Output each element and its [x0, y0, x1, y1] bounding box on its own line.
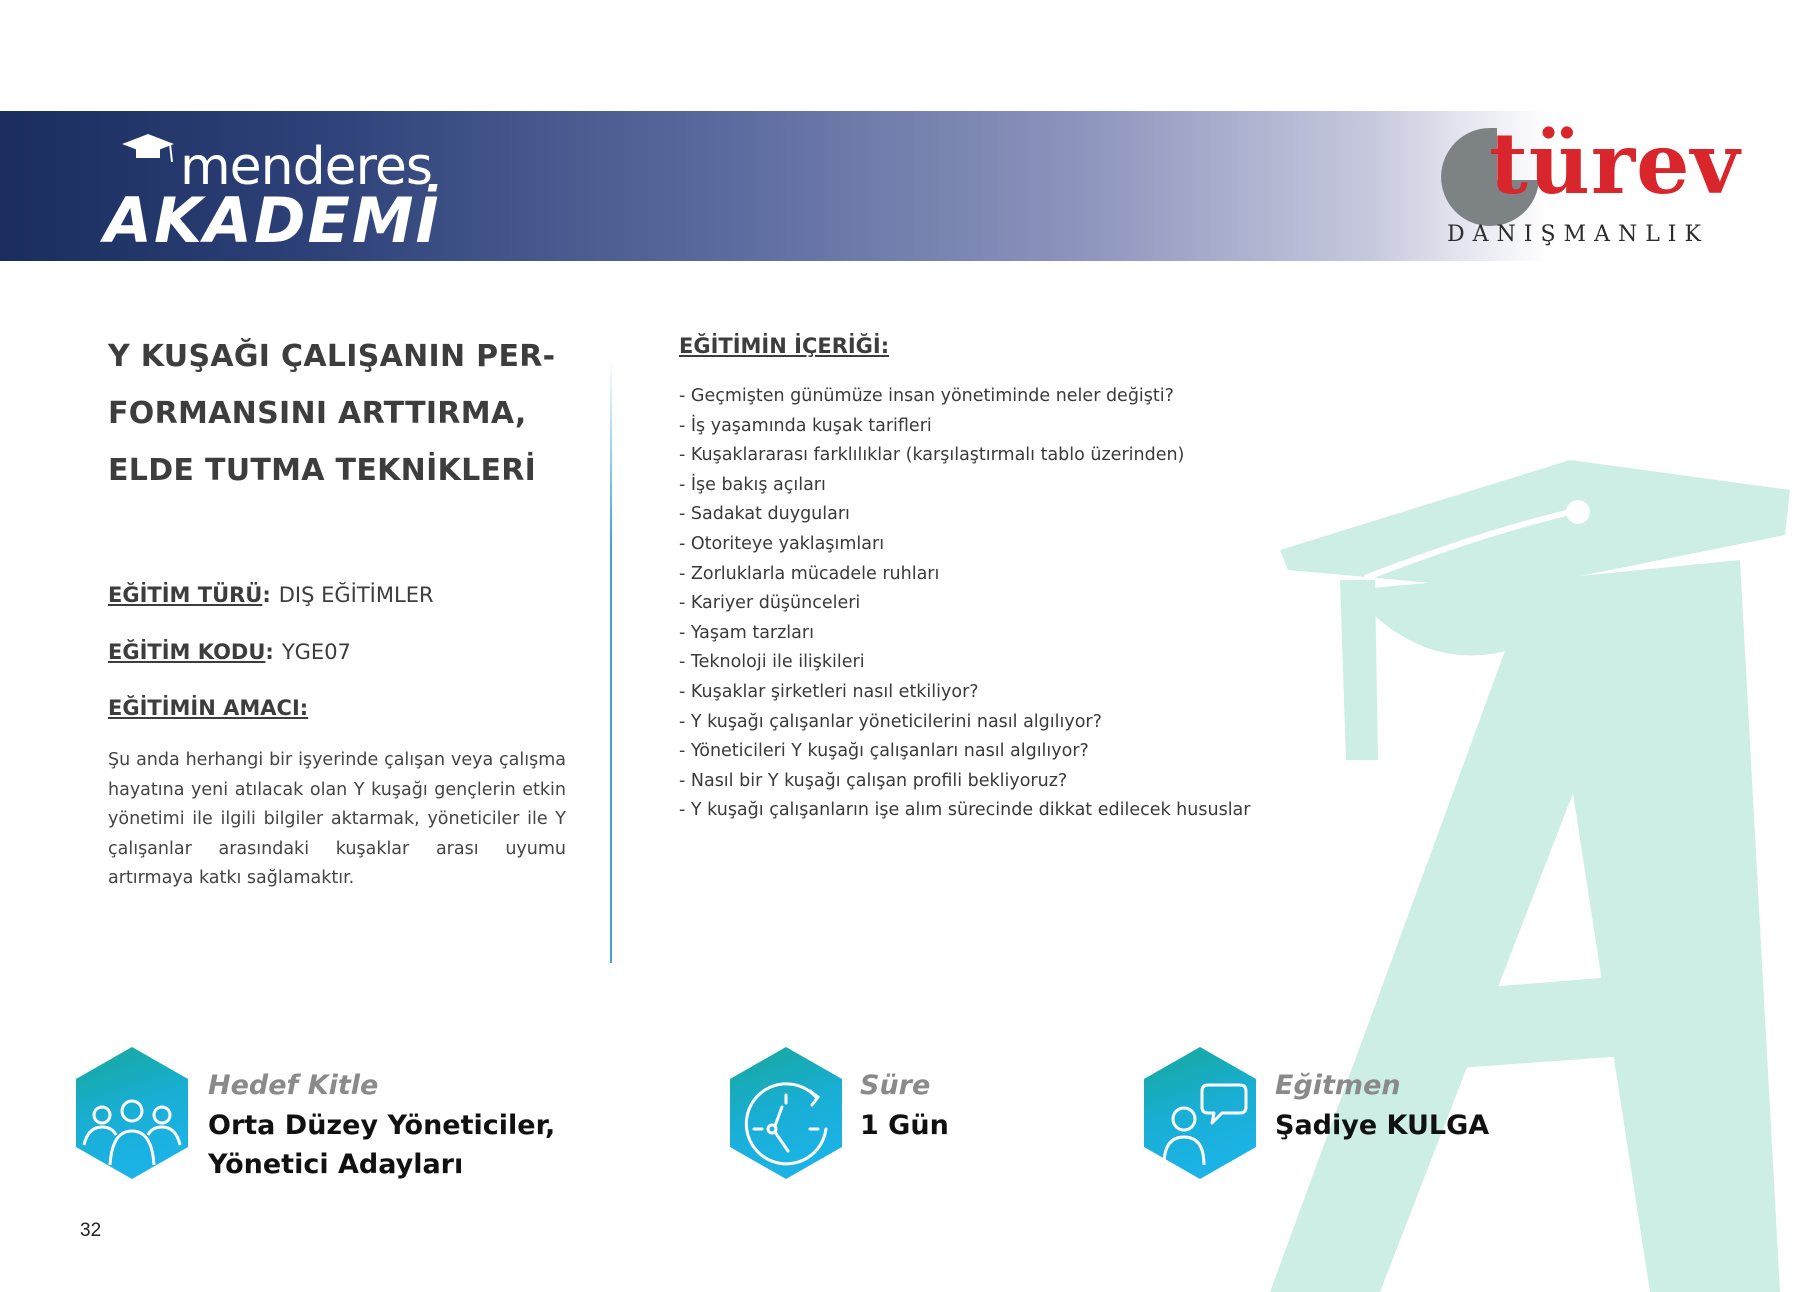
menderes-akademi-logo — [100, 126, 445, 251]
purpose-text: Şu anda herhangi bir işyerinde çalışan veya çalışma hayatına yeni atılacak olan Y kuşağı gençlerin etkin yönetimi ile ilgili bilgiler aktarmak, yöneticiler ile Y çalışanlar arasındaki kuşaklar arası uyumu artırmaya katkı sağlamaktır. — [108, 750, 566, 888]
content-heading: EĞİTİMİN İÇERİĞİ: — [679, 334, 890, 358]
list-item: - İşe bakış açıları — [679, 474, 826, 495]
purpose-heading: EĞİTİMİN AMACI: — [108, 696, 309, 720]
column-divider — [610, 358, 612, 963]
audience-line: Yönetici Adayları — [208, 1149, 464, 1180]
group-icon — [74, 1045, 190, 1181]
clock-icon — [728, 1045, 844, 1181]
training-type-label: EĞİTİM TÜRÜ — [108, 583, 263, 607]
course-title-line: FORMANSINI ARTTIRMA, — [108, 396, 527, 431]
list-item: - Kariyer düşünceleri — [679, 593, 861, 614]
trainer-label: Eğitmen — [1275, 1070, 1401, 1101]
content-list — [679, 382, 1250, 826]
turev-logo — [1435, 114, 1741, 253]
page-number: 32 — [80, 1220, 102, 1241]
logo-text-top: menderes — [180, 137, 432, 197]
list-item: - Kuşaklar şirketleri nasıl etkiliyor? — [679, 681, 979, 702]
list-item: - Zorluklarla mücadele ruhları — [679, 563, 940, 584]
course-title-line: ELDE TUTMA TEKNİKLERİ — [108, 453, 537, 488]
audience-label: Hedef Kitle — [208, 1070, 379, 1101]
logo-text-bottom: AKADEMİ — [104, 184, 441, 251]
duration-label: Süre — [860, 1070, 931, 1101]
training-code-label: EĞİTİM KODU — [108, 640, 266, 664]
list-item: - Geçmişten günümüze insan yönetiminde neler değişti? — [679, 386, 1174, 406]
turev-subtitle: DANIŞMANLIK — [1447, 222, 1709, 247]
course-title — [108, 328, 578, 499]
list-item: - Y kuşağı çalışanların işe alım sürecinde dikkat edilecek hususlar — [679, 800, 1251, 821]
list-item: - Otoriteye yaklaşımları — [679, 533, 885, 554]
list-item: - Teknoloji ile ilişkileri — [679, 652, 865, 673]
speaker-icon — [1142, 1045, 1258, 1181]
training-code-row: EĞİTİM KODU: YGE07 — [108, 640, 351, 664]
list-item: - Kuşaklararası farklılıklar (karşılaştırmalı tablo üzerinden) — [679, 445, 1185, 466]
trainer-value: Şadiye KULGA — [1275, 1110, 1490, 1141]
list-item: - İş yaşamında kuşak tarifleri — [679, 415, 932, 436]
list-item: - Sadakat duyguları — [679, 504, 850, 525]
list-item: - Yöneticileri Y kuşağı çalışanları nasıl algılıyor? — [679, 741, 1089, 762]
audience-line: Orta Düzey Yöneticiler, — [208, 1110, 556, 1141]
duration-value: 1 Gün — [860, 1110, 949, 1141]
training-type-row: EĞİTİM TÜRÜ: DIŞ EĞİTİMLER — [108, 583, 434, 607]
turev-wordmark: türev — [1489, 114, 1741, 213]
training-type-value: DIŞ EĞİTİMLER — [278, 583, 434, 607]
list-item: - Yaşam tarzları — [679, 622, 814, 643]
akademi-a-watermark-icon — [1270, 430, 1800, 1292]
audience-value — [208, 1106, 555, 1184]
list-item: - Y kuşağı çalışanlar yöneticilerini nasıl algılıyor? — [679, 711, 1102, 732]
list-item: - Nasıl bir Y kuşağı çalışan profili bekliyoruz? — [679, 770, 1068, 791]
training-code-value: YGE07 — [281, 640, 351, 664]
course-title-line: Y KUŞAĞI ÇALIŞANIN PER- — [108, 339, 556, 374]
